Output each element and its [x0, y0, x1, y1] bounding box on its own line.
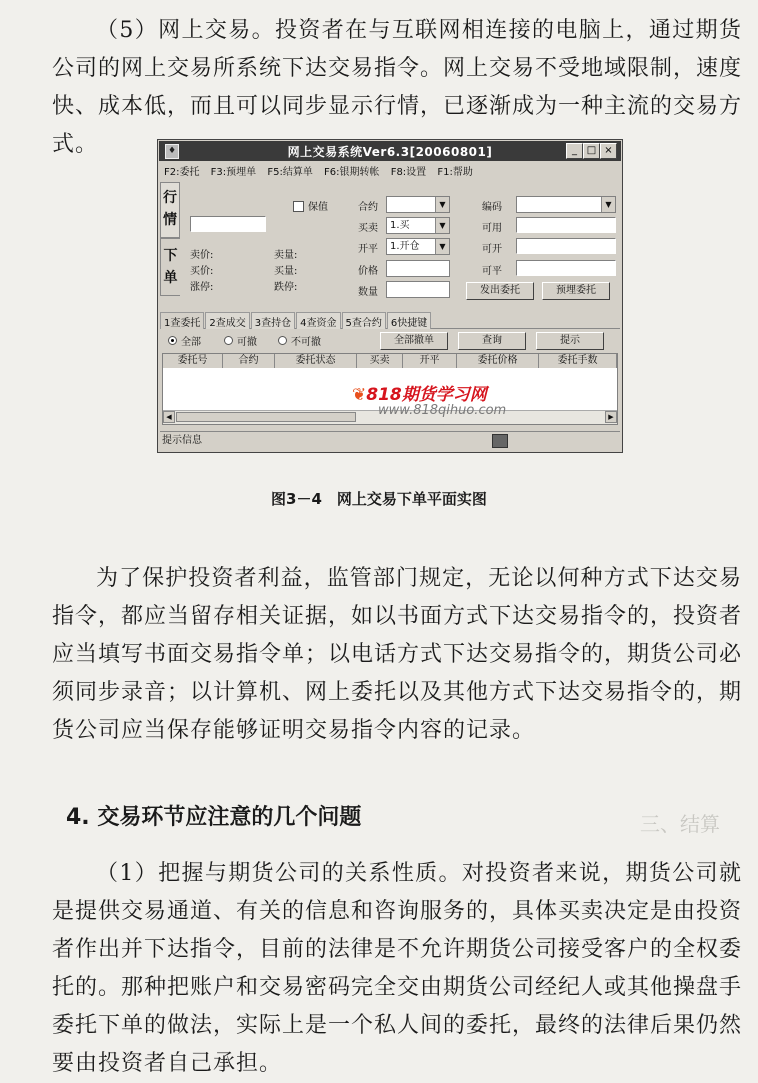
- limit-up-label: 涨停:: [190, 282, 214, 293]
- preserve-checkbox[interactable]: [293, 201, 304, 212]
- flame-icon: ❦: [352, 385, 367, 405]
- filter-not-cancellable-radio[interactable]: [278, 336, 287, 345]
- chevron-down-icon: ▼: [435, 218, 449, 233]
- app-icon[interactable]: ♦: [165, 144, 179, 159]
- limit-down-label: 跌停:: [274, 282, 298, 293]
- buy-qty-label: 买量:: [274, 266, 298, 277]
- table-header: [163, 354, 617, 368]
- can-open-label: 可开: [482, 244, 502, 255]
- paragraph-evidence: 为了保护投资者利益，监管部门规定，无论以何种方式下达交易指令，都应当留存相关证据，如以书面方式下达交易指令的，投资者应当填写书面交易指令单；以电话方式下达交易指令的，期货公司必须同步录音；以计算机、网上委托以及其他方式下达交易指令的，期货公司应当保存能够证明交易指令内容的记录。: [52, 566, 743, 743]
- sell-price-label: 卖价:: [190, 250, 214, 261]
- filter-cancellable-radio[interactable]: [224, 336, 233, 345]
- status-label: 提示信息: [162, 435, 202, 446]
- close-button[interactable]: ×: [600, 143, 617, 159]
- paragraph-relationship: （1）把握与期货公司的关系性质。对投资者来说，期货公司就是提供交易通道、有关的信息和咨询服务的，具体买卖决定是由投资者作出并下达指令，目前的法律是不允许期货公司接受客户的全权委托的。那种把账户和交易密码完全交由期货公司经纪人或其他操盘手委托下单的做法，实际上是一个私人间的委托，最终的法律后果仍然要由投资者自己承担。: [52, 861, 743, 1076]
- available-value: [516, 217, 616, 233]
- menu-order[interactable]: F2:委托: [164, 167, 200, 178]
- buy-price-label: 买价:: [190, 266, 214, 277]
- offset-value: 1.开仓: [390, 241, 420, 252]
- menu-bar: [162, 163, 481, 179]
- watermark: [352, 380, 532, 418]
- tab-shortcuts[interactable]: 6快捷键: [387, 312, 431, 329]
- minimize-button[interactable]: _: [566, 143, 583, 159]
- window-title: 网上交易系统Ver6.3[20060801]: [287, 145, 493, 159]
- tab-quote[interactable]: [160, 182, 180, 238]
- menu-bank-transfer[interactable]: F6:银期转帐: [324, 167, 380, 178]
- preorder-button[interactable]: 预埋委托: [542, 282, 610, 300]
- can-close-value: [516, 260, 616, 276]
- direction-select[interactable]: [386, 217, 450, 234]
- menu-preorder[interactable]: F3:预埋单: [210, 167, 257, 178]
- scroll-left-icon[interactable]: ◀: [163, 411, 175, 423]
- menu-settings[interactable]: F8:设置: [390, 167, 427, 178]
- watermark-url: www.818qihuo.com: [378, 403, 507, 418]
- cancel-all-button[interactable]: 全部撤单: [380, 332, 448, 350]
- tab-query-orders[interactable]: 1查委托: [160, 312, 204, 329]
- hint-button[interactable]: 提示: [536, 332, 604, 350]
- maximize-button[interactable]: □: [583, 143, 600, 159]
- menu-help[interactable]: F1:帮助: [437, 167, 473, 178]
- direction-value: 1.买: [390, 220, 410, 231]
- chevron-down-icon: ▼: [601, 197, 615, 212]
- direction-label: 买卖: [358, 223, 378, 234]
- qty-label: 数量: [358, 287, 378, 298]
- col-contract[interactable]: 合约: [223, 354, 275, 368]
- preserve-label: 保值: [308, 202, 328, 213]
- col-order-qty[interactable]: 委托手数: [539, 354, 617, 368]
- contract-select[interactable]: [386, 196, 450, 213]
- tab-order[interactable]: [160, 238, 180, 296]
- sell-qty-label: 卖量:: [274, 250, 298, 261]
- price-label: 价格: [358, 266, 378, 277]
- code-label: 编码: [482, 202, 502, 213]
- submit-order-button[interactable]: 发出委托: [466, 282, 534, 300]
- watermark-logo-text: 818期货学习网: [366, 385, 487, 405]
- price-input[interactable]: [386, 260, 450, 277]
- col-order-price[interactable]: 委托价格: [457, 354, 539, 368]
- available-label: 可用: [482, 223, 502, 234]
- title-bar[interactable]: [159, 141, 621, 161]
- tab-quote-label: 行 情: [163, 190, 177, 228]
- chevron-down-icon: ▼: [435, 197, 449, 212]
- can-open-value: [516, 238, 616, 254]
- offset-label: 开平: [358, 244, 378, 255]
- filter-not-cancellable-label: 不可撤: [291, 337, 321, 348]
- bottom-tabs: [160, 312, 620, 329]
- col-direction[interactable]: 买卖: [357, 354, 403, 368]
- figure-caption: 图3－4 网上交易下单平面实图: [271, 490, 487, 508]
- scroll-right-icon[interactable]: ▶: [605, 411, 617, 423]
- network-icon: [492, 434, 508, 448]
- contract-label: 合约: [358, 202, 378, 213]
- quote-display-box: [190, 216, 266, 232]
- can-close-label: 可平: [482, 266, 502, 277]
- offset-select[interactable]: [386, 238, 450, 255]
- tab-query-positions[interactable]: 3查持仓: [251, 312, 295, 329]
- filter-all-radio[interactable]: [168, 336, 177, 345]
- chevron-down-icon: ▼: [435, 239, 449, 254]
- watermark-logo: [352, 380, 532, 405]
- filter-all-label: 全部: [181, 337, 201, 348]
- tab-query-funds[interactable]: 4查资金: [296, 312, 340, 329]
- col-order-status[interactable]: 委托状态: [275, 354, 357, 368]
- side-tabs: [160, 182, 180, 296]
- section-heading: 4. 交易环节应注意的几个问题: [66, 805, 362, 830]
- filter-cancellable-label: 可撤: [237, 337, 257, 348]
- tab-query-trades[interactable]: 2查成交: [205, 312, 249, 329]
- col-order-id[interactable]: 委托号: [163, 354, 223, 368]
- scroll-thumb[interactable]: [176, 412, 356, 422]
- col-offset[interactable]: 开平: [403, 354, 457, 368]
- tab-query-contracts[interactable]: 5查合约: [342, 312, 386, 329]
- menu-statement[interactable]: F5:结算单: [267, 167, 313, 178]
- qty-input[interactable]: [386, 281, 450, 298]
- paragraph-online-trading: （5）网上交易。投资者在与互联网相连接的电脑上，通过期货公司的网上交易所系统下达交易指令。网上交易不受地域限制，速度快、成本低，而且可以同步显示行情，已逐渐成为一种主流的交易方式。: [52, 18, 743, 157]
- tab-order-label: 下 单: [163, 248, 178, 286]
- status-bar: [160, 431, 620, 450]
- query-button[interactable]: 查询: [458, 332, 526, 350]
- faint-bleed-text: 三、结算: [640, 812, 720, 836]
- code-select[interactable]: [516, 196, 616, 213]
